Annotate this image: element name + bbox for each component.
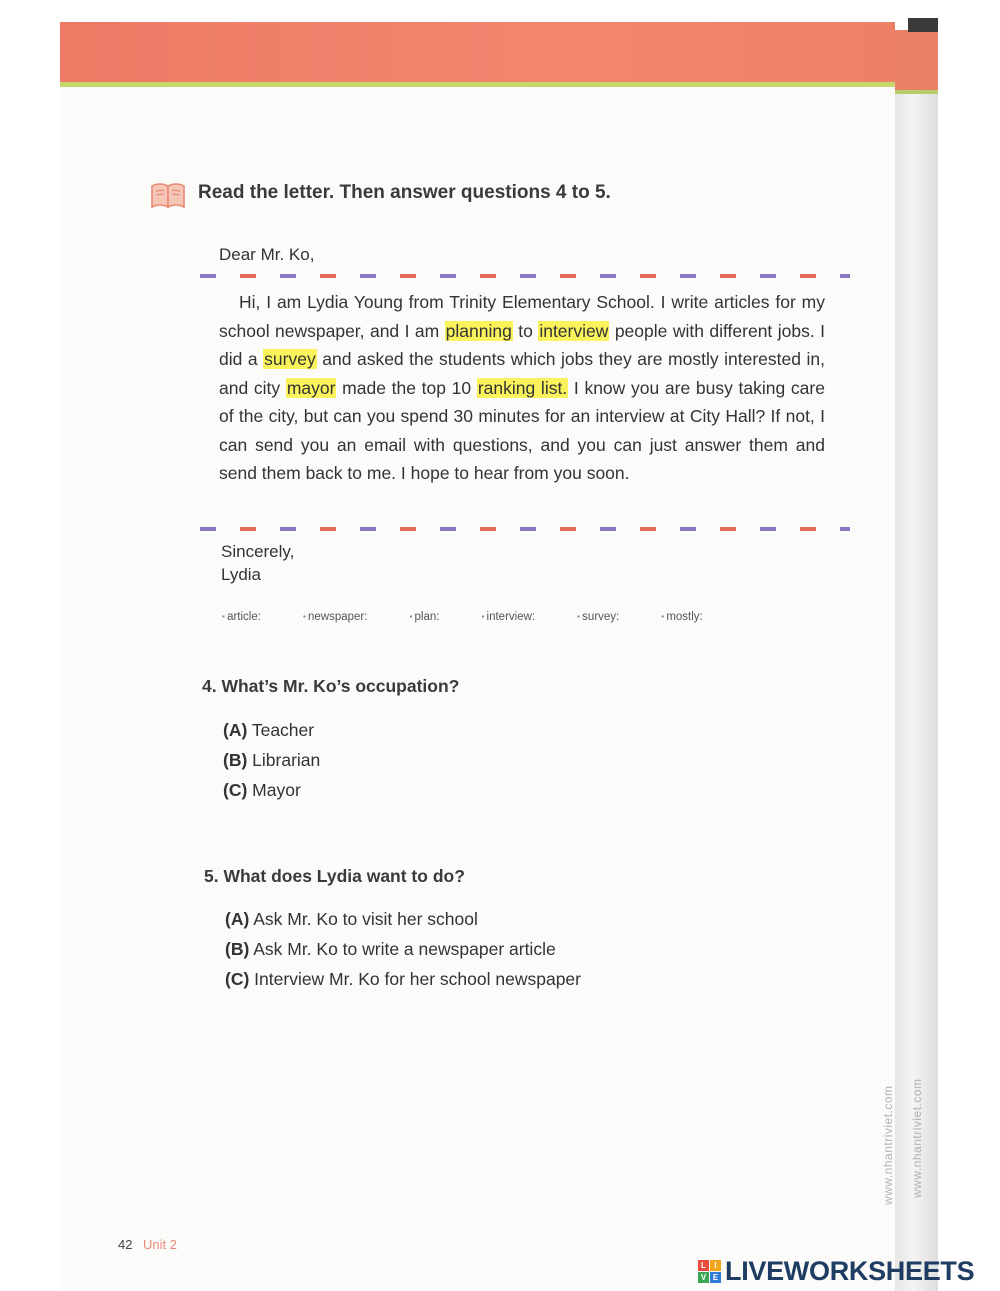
- option-letter: (C): [223, 780, 248, 800]
- airmail-dash: [680, 527, 696, 531]
- vocab-item: ▪ interview:: [481, 611, 535, 623]
- airmail-dash: [440, 527, 456, 531]
- letter-text: Hi, I am Lydia Young from Trinity Elementary School. I write articles for my school newspaper, and I am: [219, 292, 825, 341]
- vocab-item: ▪ article:: [222, 611, 261, 623]
- airmail-dash: [360, 527, 376, 531]
- vocab-item: ▪ survey:: [577, 611, 619, 623]
- letter-text: people with different jobs. I did a: [219, 320, 826, 369]
- option-text: Ask Mr. Ko to write a newspaper article: [253, 939, 556, 959]
- option-text: Interview Mr. Ko for her school newspaper: [254, 969, 581, 989]
- airmail-dash: [600, 527, 616, 531]
- publisher-watermark: www.nhantriviet.com: [881, 1085, 895, 1205]
- airmail-dash: [560, 527, 576, 531]
- highlighted-word: planning: [445, 320, 512, 341]
- option-5c[interactable]: [225, 964, 581, 994]
- airmail-dash: [560, 274, 576, 278]
- airmail-dash: [240, 527, 256, 531]
- vocab-item: ▪ mostly:: [661, 611, 702, 623]
- question-5: 5. What does Lydia want to do?: [204, 866, 465, 886]
- airmail-dash: [600, 274, 616, 278]
- airmail-dash: [360, 274, 376, 278]
- option-5a[interactable]: [225, 904, 581, 934]
- letter-closing: [221, 540, 294, 586]
- option-5b[interactable]: [225, 934, 581, 964]
- option-text: Teacher: [251, 720, 315, 740]
- airmail-dash: [840, 274, 850, 278]
- option-4b[interactable]: [223, 745, 320, 775]
- scan-corner: [908, 18, 938, 32]
- letter-text: I know you are busy taking care of the city, but can you spend 30 minutes for an interview at City Hall? If not, I can send you an email with questions, and you can just answer them and send them back to me. I hope to hear from you soon.: [219, 377, 825, 483]
- instruction-heading: Read the letter. Then answer questions 4 to 5.: [198, 182, 611, 203]
- question-4-options: [223, 715, 320, 805]
- highlighted-word: survey: [264, 349, 316, 369]
- letter-text: and asked the students which jobs they are mostly interested in, and city: [219, 349, 825, 398]
- page-number: 42: [118, 1237, 133, 1252]
- highlighted-word: mayor: [286, 377, 336, 398]
- question-5-options: [225, 904, 581, 994]
- airmail-dash: [800, 274, 816, 278]
- unit-label: Unit 2: [143, 1237, 177, 1252]
- option-text: Mayor: [252, 780, 301, 800]
- airmail-dash: [400, 527, 416, 531]
- airmail-border-top: [200, 274, 850, 278]
- airmail-dash: [800, 527, 816, 531]
- airmail-dash: [520, 527, 536, 531]
- option-letter: (A): [223, 720, 248, 740]
- closing-phrase: Sincerely,: [221, 542, 295, 561]
- question-4: 4. What’s Mr. Ko’s occupation?: [202, 676, 460, 696]
- highlighted-word: interview: [539, 320, 609, 341]
- option-letter: (C): [225, 969, 250, 989]
- airmail-dash: [840, 527, 850, 531]
- airmail-dash: [200, 274, 216, 278]
- header-banner: [60, 22, 895, 82]
- option-letter: (B): [225, 939, 250, 959]
- letter-text: to: [512, 320, 539, 341]
- vocab-item: ▪ newspaper:: [303, 611, 368, 623]
- logo-letter: L: [698, 1260, 709, 1271]
- letter-greeting: Dear Mr. Ko,: [219, 245, 315, 264]
- airmail-dash: [680, 274, 696, 278]
- airmail-dash: [440, 274, 456, 278]
- airmail-dash: [200, 527, 216, 531]
- option-letter: (B): [223, 750, 248, 770]
- airmail-dash: [240, 274, 256, 278]
- airmail-dash: [760, 527, 776, 531]
- airmail-dash: [400, 274, 416, 278]
- logo-letter: E: [710, 1272, 721, 1283]
- publisher-watermark: www.nhantriviet.com: [910, 1078, 924, 1198]
- airmail-dash: [480, 274, 496, 278]
- airmail-dash: [280, 527, 296, 531]
- logo-letter: V: [698, 1272, 709, 1283]
- vocab-item: ▪ plan:: [409, 611, 439, 623]
- option-4a[interactable]: [223, 715, 320, 745]
- option-4c[interactable]: [223, 775, 320, 805]
- option-text: Ask Mr. Ko to visit her school: [253, 909, 478, 929]
- airmail-dash: [480, 527, 496, 531]
- logo-letter: I: [710, 1260, 721, 1271]
- airmail-dash: [280, 274, 296, 278]
- logo-text: LIVEWORKSHEETS: [725, 1255, 975, 1286]
- signature: Lydia: [221, 565, 262, 584]
- header-banner-stripe: [60, 82, 895, 87]
- letter-text: made the top 10: [336, 377, 477, 398]
- airmail-border-bottom: [200, 527, 850, 531]
- airmail-dash: [320, 274, 336, 278]
- letter-body: [219, 288, 825, 488]
- airmail-dash: [640, 274, 656, 278]
- vocab-list: [222, 611, 782, 623]
- page-margin: [938, 0, 1000, 1291]
- textbook-page: [60, 22, 895, 1291]
- highlighted-word: ranking list.: [477, 377, 568, 398]
- header-banner-stripe-next-page: [895, 90, 938, 94]
- airmail-dash: [760, 274, 776, 278]
- liveworksheets-logo: [698, 1256, 974, 1286]
- header-banner-next-page: [895, 30, 938, 90]
- airmail-dash: [720, 274, 736, 278]
- airmail-dash: [520, 274, 536, 278]
- logo-grid-icon: [698, 1260, 721, 1283]
- option-text: Librarian: [252, 750, 321, 770]
- airmail-dash: [640, 527, 656, 531]
- open-book-icon: [150, 180, 186, 210]
- airmail-dash: [720, 527, 736, 531]
- airmail-dash: [320, 527, 336, 531]
- option-letter: (A): [225, 909, 250, 929]
